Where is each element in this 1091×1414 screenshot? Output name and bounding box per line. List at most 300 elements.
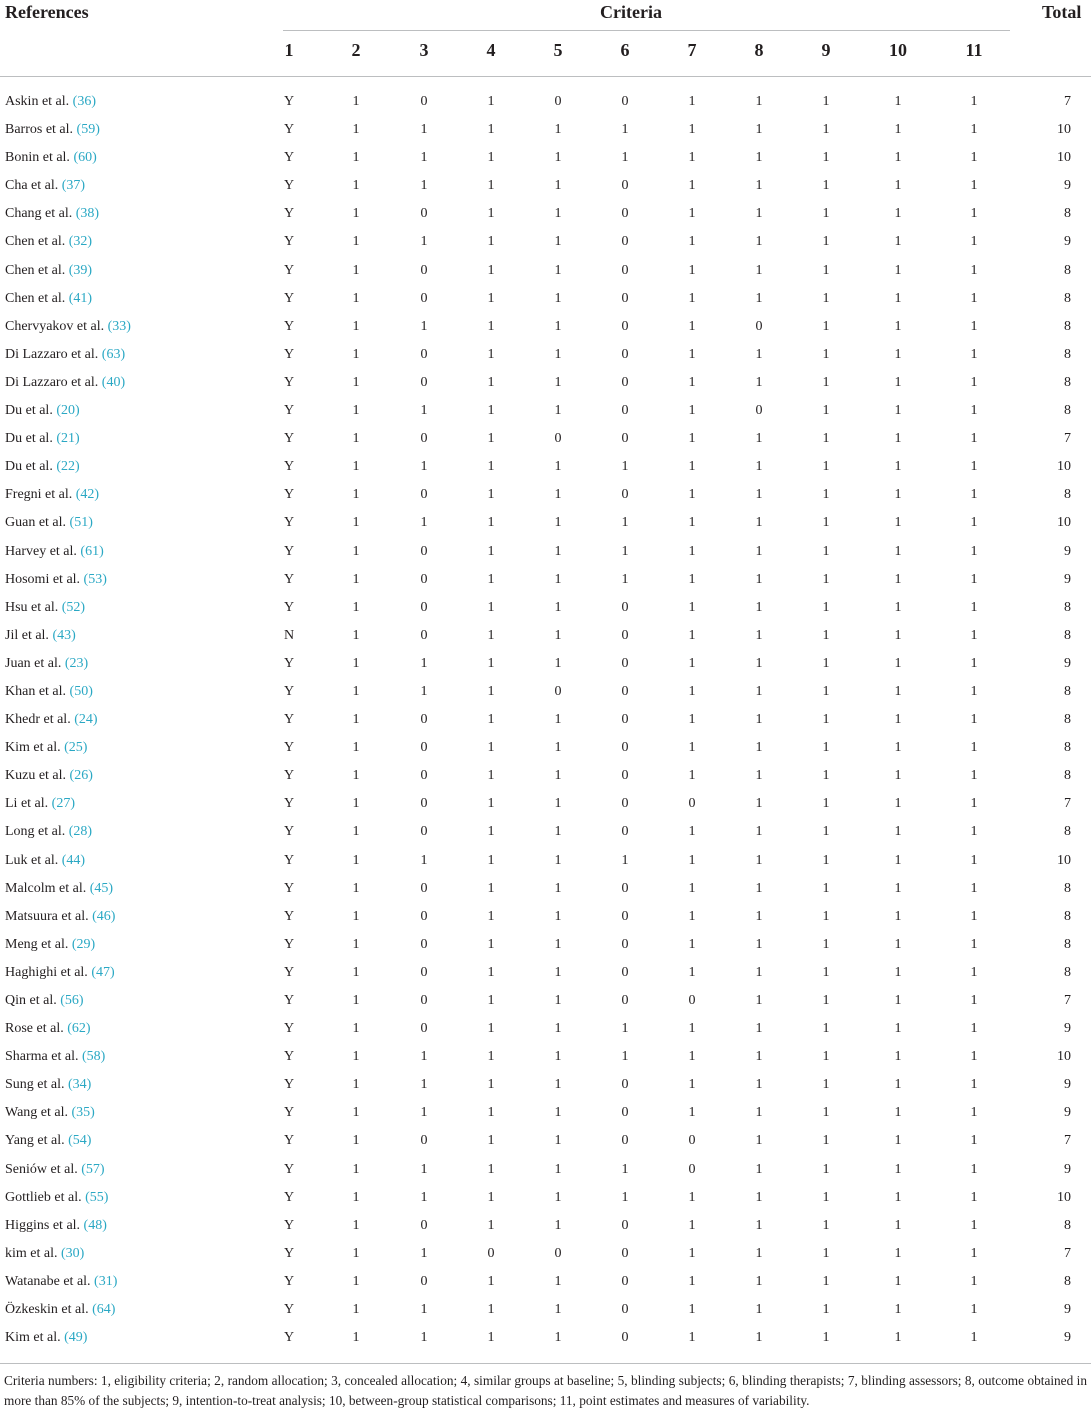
criterion-8-cell: 1 bbox=[755, 1021, 763, 1037]
table-row bbox=[0, 1156, 1091, 1184]
reference-cell bbox=[5, 931, 95, 959]
criterion-4-cell: 1 bbox=[487, 1302, 495, 1318]
reference-citation-link[interactable]: (34) bbox=[68, 1077, 92, 1093]
total-cell: 10 bbox=[1057, 150, 1071, 166]
criterion-9-cell: 1 bbox=[822, 880, 830, 896]
criterion-3-cell: 0 bbox=[420, 993, 428, 1008]
reference-citation-link[interactable]: (23) bbox=[64, 655, 89, 671]
reference-citation-link[interactable]: (48) bbox=[83, 1217, 107, 1233]
reference-author: Seniów et al. bbox=[5, 1161, 78, 1177]
criterion-9-cell: 1 bbox=[822, 824, 830, 840]
criterion-5-cell: 1 bbox=[554, 936, 562, 952]
reference-cell bbox=[5, 1043, 105, 1071]
reference-citation-link[interactable]: (27) bbox=[51, 796, 75, 812]
criterion-9-cell: 1 bbox=[822, 1021, 830, 1037]
criterion-6-cell: 0 bbox=[621, 290, 629, 306]
reference-citation-link[interactable]: (61) bbox=[80, 543, 104, 559]
criterion-11-cell: 1 bbox=[970, 1302, 978, 1318]
criterion-9-cell: 1 bbox=[822, 94, 830, 109]
column-header-references: References bbox=[5, 2, 89, 22]
total-cell: 8 bbox=[1064, 262, 1071, 278]
criterion-3-cell: 1 bbox=[420, 459, 428, 475]
total-cell: 8 bbox=[1064, 1217, 1071, 1233]
criterion-10-cell: 1 bbox=[894, 908, 902, 924]
criterion-8-cell: 1 bbox=[755, 1189, 763, 1205]
reference-citation-link[interactable]: (29) bbox=[71, 936, 96, 952]
criterion-2-cell: 1 bbox=[352, 1189, 360, 1205]
criterion-9-cell: 1 bbox=[822, 1217, 830, 1233]
criterion-6-cell: 0 bbox=[621, 880, 629, 896]
criterion-7-cell: 1 bbox=[688, 543, 696, 559]
criterion-1-cell: Y bbox=[283, 599, 295, 615]
criterion-8-cell: 1 bbox=[755, 1161, 763, 1177]
criteria-number-9: 9 bbox=[821, 40, 831, 60]
criterion-10-cell: 1 bbox=[894, 431, 902, 447]
reference-cell bbox=[5, 790, 75, 818]
criterion-1-cell: Y bbox=[283, 374, 295, 390]
criterion-6-cell: 0 bbox=[621, 655, 629, 671]
reference-author: Malcolm et al. bbox=[5, 880, 87, 896]
reference-cell bbox=[5, 397, 80, 425]
criterion-7-cell: 1 bbox=[688, 374, 696, 390]
criterion-8-cell: 1 bbox=[755, 655, 763, 671]
reference-citation-link[interactable]: (32) bbox=[68, 234, 93, 250]
criterion-2-cell: 1 bbox=[352, 908, 360, 924]
criterion-10-cell: 1 bbox=[894, 796, 902, 812]
criterion-7-cell: 1 bbox=[688, 122, 696, 138]
total-cell: 8 bbox=[1064, 712, 1071, 728]
table-footnote: Criteria numbers: 1, eligibility criteria; 2, random allocation; 3, concealed allocation; 4, similar groups at baseline; 5, blinding subjects; 6, blinding therapists; 7, blinding assessors; 8, outcome obtained in more than 85% of the subjects; 9, intention-to-treat analysis; 10, between-group statistical comparisons; 11, point estimates and measures of variability. bbox=[4, 1373, 1087, 1408]
criterion-1-cell: Y bbox=[283, 1189, 295, 1205]
criterion-3-cell: 1 bbox=[420, 1077, 428, 1093]
criterion-6-cell: 0 bbox=[621, 964, 629, 980]
reference-citation-link[interactable]: (50) bbox=[69, 683, 93, 699]
criterion-7-cell: 1 bbox=[688, 627, 696, 643]
criterion-2-cell: 1 bbox=[352, 964, 360, 980]
criterion-4-cell: 1 bbox=[487, 796, 495, 812]
reference-citation-link[interactable]: (54) bbox=[68, 1133, 92, 1149]
criterion-8-cell: 1 bbox=[755, 908, 763, 924]
total-cell: 9 bbox=[1064, 1021, 1071, 1037]
reference-author: Bonin et al. bbox=[5, 150, 70, 166]
reference-citation-link[interactable]: (60) bbox=[73, 150, 97, 166]
criterion-6-cell: 0 bbox=[621, 431, 629, 447]
total-cell: 9 bbox=[1064, 543, 1071, 559]
criterion-9-cell: 1 bbox=[822, 150, 830, 166]
reference-citation-link[interactable]: (24) bbox=[74, 712, 98, 728]
reference-citation-link[interactable]: (37) bbox=[61, 178, 86, 194]
criterion-10-cell: 1 bbox=[894, 318, 902, 334]
criterion-10-cell: 1 bbox=[894, 599, 902, 615]
criterion-6-cell: 0 bbox=[621, 740, 629, 756]
criterion-3-cell: 0 bbox=[420, 936, 428, 952]
criterion-11-cell: 1 bbox=[970, 880, 978, 896]
reference-author: Khan et al. bbox=[5, 683, 67, 699]
reference-citation-link[interactable]: (40) bbox=[101, 374, 126, 390]
criterion-6-cell: 1 bbox=[621, 1161, 629, 1177]
table-row bbox=[0, 116, 1091, 144]
criterion-4-cell: 1 bbox=[487, 1330, 495, 1346]
reference-citation-link[interactable]: (45) bbox=[89, 880, 114, 896]
criterion-9-cell: 1 bbox=[822, 908, 830, 924]
reference-author: Rose et al. bbox=[5, 1021, 64, 1037]
criterion-5-cell: 1 bbox=[554, 206, 562, 222]
table-row bbox=[0, 1268, 1091, 1296]
criterion-2-cell: 1 bbox=[352, 487, 360, 503]
criterion-8-cell: 1 bbox=[755, 459, 763, 475]
criterion-9-cell: 1 bbox=[822, 852, 830, 868]
reference-citation-link[interactable]: (22) bbox=[56, 459, 80, 475]
criterion-1-cell: Y bbox=[283, 1021, 295, 1037]
criterion-3-cell: 0 bbox=[420, 290, 428, 306]
criterion-4-cell: 1 bbox=[487, 599, 495, 615]
header-rule bbox=[0, 76, 1091, 77]
criterion-11-cell: 1 bbox=[970, 150, 978, 166]
criterion-2-cell: 1 bbox=[352, 627, 360, 643]
table-row bbox=[0, 594, 1091, 622]
criterion-9-cell: 1 bbox=[822, 346, 830, 362]
criterion-11-cell: 1 bbox=[970, 1189, 978, 1205]
criterion-7-cell: 1 bbox=[688, 1189, 696, 1205]
criterion-3-cell: 0 bbox=[420, 262, 428, 278]
criterion-11-cell: 1 bbox=[970, 740, 978, 756]
criterion-1-cell: Y bbox=[283, 1049, 295, 1065]
reference-author: Kuzu et al. bbox=[5, 768, 67, 784]
reference-author: Kim et al. bbox=[5, 740, 61, 756]
table-row bbox=[0, 481, 1091, 509]
criterion-5-cell: 1 bbox=[554, 993, 562, 1008]
criterion-11-cell: 1 bbox=[970, 796, 978, 812]
table-row bbox=[0, 706, 1091, 734]
criterion-7-cell: 1 bbox=[688, 94, 696, 109]
criterion-3-cell: 1 bbox=[420, 1105, 428, 1121]
criterion-3-cell: 0 bbox=[420, 431, 428, 447]
reference-author: Barros et al. bbox=[5, 122, 74, 138]
criterion-9-cell: 1 bbox=[822, 234, 830, 250]
reference-citation-link[interactable]: (56) bbox=[60, 993, 84, 1008]
reference-citation-link[interactable]: (46) bbox=[92, 908, 116, 924]
reference-citation-link[interactable]: (41) bbox=[68, 290, 93, 306]
criterion-5-cell: 1 bbox=[554, 796, 562, 812]
criterion-6-cell: 0 bbox=[621, 1217, 629, 1233]
reference-author: Luk et al. bbox=[5, 852, 59, 868]
reference-author: Jil et al. bbox=[5, 627, 49, 643]
criterion-7-cell: 1 bbox=[688, 403, 696, 419]
reference-citation-link[interactable]: (20) bbox=[56, 403, 80, 419]
reference-cell bbox=[5, 1240, 84, 1268]
total-cell: 9 bbox=[1064, 1330, 1071, 1346]
criterion-2-cell: 1 bbox=[352, 824, 360, 840]
criterion-1-cell: Y bbox=[283, 94, 295, 109]
criterion-9-cell: 1 bbox=[822, 318, 830, 334]
table-row bbox=[0, 369, 1091, 397]
criterion-9-cell: 1 bbox=[822, 431, 830, 447]
criterion-9-cell: 1 bbox=[822, 1189, 830, 1205]
criterion-11-cell: 1 bbox=[970, 627, 978, 643]
criterion-2-cell: 1 bbox=[352, 234, 360, 250]
criterion-11-cell: 1 bbox=[970, 515, 978, 531]
criterion-5-cell: 1 bbox=[554, 515, 562, 531]
criterion-10-cell: 1 bbox=[894, 1302, 902, 1318]
reference-cell bbox=[5, 313, 131, 341]
reference-cell bbox=[5, 875, 113, 903]
criterion-10-cell: 1 bbox=[894, 290, 902, 306]
criterion-7-cell: 0 bbox=[688, 1133, 696, 1149]
reference-author: Di Lazzaro et al. bbox=[5, 346, 99, 362]
reference-citation-link[interactable]: (44) bbox=[61, 852, 86, 868]
reference-citation-link[interactable]: (33) bbox=[107, 318, 131, 334]
reference-citation-link[interactable]: (42) bbox=[75, 487, 100, 503]
criterion-11-cell: 1 bbox=[970, 936, 978, 952]
criterion-6-cell: 0 bbox=[621, 712, 629, 728]
reference-author: Wang et al. bbox=[5, 1105, 69, 1121]
criterion-3-cell: 0 bbox=[420, 768, 428, 784]
criterion-7-cell: 1 bbox=[688, 740, 696, 756]
criterion-5-cell: 1 bbox=[554, 627, 562, 643]
table-row bbox=[0, 1324, 1091, 1352]
criterion-8-cell: 1 bbox=[755, 290, 763, 306]
criterion-3-cell: 1 bbox=[420, 1189, 428, 1205]
criterion-11-cell: 1 bbox=[970, 768, 978, 784]
criterion-1-cell: Y bbox=[283, 543, 295, 559]
total-cell: 10 bbox=[1057, 1049, 1071, 1065]
reference-citation-link[interactable]: (21) bbox=[56, 431, 80, 447]
criterion-6-cell: 0 bbox=[621, 1105, 629, 1121]
criterion-9-cell: 1 bbox=[822, 1302, 830, 1318]
reference-citation-link[interactable]: (51) bbox=[69, 515, 93, 531]
criterion-11-cell: 1 bbox=[970, 262, 978, 278]
table-row bbox=[0, 1015, 1091, 1043]
reference-author: Chervyakov et al. bbox=[5, 318, 105, 334]
total-cell: 9 bbox=[1064, 178, 1071, 194]
criterion-10-cell: 1 bbox=[894, 543, 902, 559]
criterion-1-cell: Y bbox=[283, 515, 295, 531]
criterion-2-cell: 1 bbox=[352, 431, 360, 447]
reference-citation-link[interactable]: (35) bbox=[71, 1105, 95, 1121]
criterion-8-cell: 1 bbox=[755, 880, 763, 896]
criterion-9-cell: 1 bbox=[822, 740, 830, 756]
criterion-2-cell: 1 bbox=[352, 290, 360, 306]
criterion-3-cell: 0 bbox=[420, 543, 428, 559]
criterion-10-cell: 1 bbox=[894, 655, 902, 671]
table-row bbox=[0, 1043, 1091, 1071]
reference-citation-link[interactable]: (28) bbox=[68, 824, 93, 840]
table-row bbox=[0, 790, 1091, 818]
reference-cell bbox=[5, 1296, 115, 1324]
criterion-5-cell: 1 bbox=[554, 374, 562, 390]
criteria-number-6: 6 bbox=[620, 40, 630, 60]
criterion-11-cell: 1 bbox=[970, 1077, 978, 1093]
criterion-2-cell: 1 bbox=[352, 1302, 360, 1318]
criterion-7-cell: 1 bbox=[688, 1245, 696, 1261]
criterion-2-cell: 1 bbox=[352, 852, 360, 868]
criterion-2-cell: 1 bbox=[352, 1161, 360, 1177]
criterion-5-cell: 1 bbox=[554, 346, 562, 362]
criterion-9-cell: 1 bbox=[822, 768, 830, 784]
criterion-5-cell: 1 bbox=[554, 1302, 562, 1318]
reference-cell bbox=[5, 285, 92, 313]
criterion-11-cell: 1 bbox=[970, 599, 978, 615]
criterion-8-cell: 1 bbox=[755, 768, 763, 784]
reference-citation-link[interactable]: (39) bbox=[68, 262, 93, 278]
criterion-10-cell: 1 bbox=[894, 1049, 902, 1065]
criterion-11-cell: 1 bbox=[970, 94, 978, 109]
criterion-4-cell: 1 bbox=[487, 403, 495, 419]
criterion-7-cell: 1 bbox=[688, 599, 696, 615]
reference-citation-link[interactable]: (25) bbox=[64, 740, 88, 756]
criterion-2-cell: 1 bbox=[352, 262, 360, 278]
criterion-1-cell: N bbox=[283, 627, 295, 643]
criterion-6-cell: 0 bbox=[621, 599, 629, 615]
reference-cell bbox=[5, 1324, 87, 1352]
criteria-subheader-rule bbox=[283, 30, 1010, 31]
criterion-5-cell: 1 bbox=[554, 1105, 562, 1121]
criterion-1-cell: Y bbox=[283, 1217, 295, 1233]
criterion-7-cell: 1 bbox=[688, 1273, 696, 1289]
criterion-2-cell: 1 bbox=[352, 318, 360, 334]
criterion-8-cell: 1 bbox=[755, 1049, 763, 1065]
criterion-1-cell: Y bbox=[283, 908, 295, 924]
criterion-8-cell: 1 bbox=[755, 346, 763, 362]
criteria-number-5: 5 bbox=[553, 40, 563, 60]
reference-author: Long et al. bbox=[5, 824, 66, 840]
reference-citation-link[interactable]: (57) bbox=[81, 1161, 105, 1177]
table-row bbox=[0, 341, 1091, 369]
criterion-10-cell: 1 bbox=[894, 880, 902, 896]
table-body bbox=[0, 88, 1091, 1352]
criterion-4-cell: 1 bbox=[487, 1077, 495, 1093]
criterion-1-cell: Y bbox=[283, 740, 295, 756]
criterion-5-cell: 1 bbox=[554, 964, 562, 980]
criterion-1-cell: Y bbox=[283, 993, 295, 1008]
total-cell: 7 bbox=[1064, 431, 1071, 447]
criterion-10-cell: 1 bbox=[894, 1330, 902, 1346]
table-row bbox=[0, 987, 1091, 1015]
reference-citation-link[interactable]: (30) bbox=[61, 1245, 85, 1261]
criterion-5-cell: 1 bbox=[554, 122, 562, 138]
reference-citation-link[interactable]: (52) bbox=[61, 599, 86, 615]
criterion-9-cell: 1 bbox=[822, 683, 830, 699]
total-cell: 7 bbox=[1064, 1133, 1071, 1149]
criterion-11-cell: 1 bbox=[970, 1245, 978, 1261]
reference-citation-link[interactable]: (58) bbox=[81, 1049, 106, 1065]
reference-author: Higgins et al. bbox=[5, 1217, 81, 1233]
reference-cell bbox=[5, 228, 92, 256]
criterion-2-cell: 1 bbox=[352, 515, 360, 531]
table-row bbox=[0, 1127, 1091, 1155]
total-cell: 7 bbox=[1064, 1245, 1071, 1261]
criterion-4-cell: 1 bbox=[487, 1189, 495, 1205]
criterion-5-cell: 1 bbox=[554, 318, 562, 334]
criterion-11-cell: 1 bbox=[970, 234, 978, 250]
criterion-8-cell: 1 bbox=[755, 1133, 763, 1149]
criterion-2-cell: 1 bbox=[352, 1330, 360, 1346]
criterion-6-cell: 0 bbox=[621, 627, 629, 643]
criterion-8-cell: 1 bbox=[755, 122, 763, 138]
criterion-9-cell: 1 bbox=[822, 993, 830, 1008]
criterion-3-cell: 0 bbox=[420, 1273, 428, 1289]
criterion-11-cell: 1 bbox=[970, 206, 978, 222]
criterion-3-cell: 1 bbox=[420, 234, 428, 250]
total-cell: 10 bbox=[1057, 122, 1071, 138]
criterion-11-cell: 1 bbox=[970, 178, 978, 194]
reference-citation-link[interactable]: (55) bbox=[85, 1189, 109, 1205]
criterion-5-cell: 1 bbox=[554, 1049, 562, 1065]
criterion-10-cell: 1 bbox=[894, 1217, 902, 1233]
criterion-3-cell: 1 bbox=[420, 515, 428, 531]
reference-cell bbox=[5, 706, 98, 734]
total-cell: 8 bbox=[1064, 627, 1071, 643]
criterion-5-cell: 1 bbox=[554, 403, 562, 419]
criterion-8-cell: 1 bbox=[755, 852, 763, 868]
criterion-9-cell: 1 bbox=[822, 599, 830, 615]
total-cell: 9 bbox=[1064, 1077, 1071, 1093]
reference-citation-link[interactable]: (64) bbox=[92, 1302, 116, 1318]
reference-citation-link[interactable]: (26) bbox=[69, 768, 93, 784]
criterion-11-cell: 1 bbox=[970, 824, 978, 840]
criterion-5-cell: 1 bbox=[554, 852, 562, 868]
criterion-5-cell: 1 bbox=[554, 1077, 562, 1093]
reference-cell bbox=[5, 762, 93, 790]
criterion-10-cell: 1 bbox=[894, 1245, 902, 1261]
criterion-2-cell: 1 bbox=[352, 150, 360, 166]
reference-author: Khedr et al. bbox=[5, 712, 71, 728]
criterion-6-cell: 0 bbox=[621, 683, 629, 699]
criterion-1-cell: Y bbox=[283, 234, 295, 250]
criterion-9-cell: 1 bbox=[822, 459, 830, 475]
reference-citation-link[interactable]: (49) bbox=[64, 1330, 88, 1346]
criterion-8-cell: 1 bbox=[755, 178, 763, 194]
criterion-4-cell: 1 bbox=[487, 515, 495, 531]
total-cell: 9 bbox=[1064, 571, 1071, 587]
criterion-3-cell: 1 bbox=[420, 150, 428, 166]
criterion-7-cell: 1 bbox=[688, 1217, 696, 1233]
criterion-4-cell: 1 bbox=[487, 290, 495, 306]
reference-citation-link[interactable]: (59) bbox=[76, 122, 100, 138]
reference-citation-link[interactable]: (53) bbox=[83, 571, 107, 587]
criterion-8-cell: 1 bbox=[755, 1273, 763, 1289]
criterion-11-cell: 1 bbox=[970, 993, 978, 1008]
reference-citation-link[interactable]: (43) bbox=[52, 627, 76, 643]
reference-citation-link[interactable]: (38) bbox=[75, 206, 100, 222]
reference-cell bbox=[5, 172, 85, 200]
criterion-1-cell: Y bbox=[283, 1077, 295, 1093]
criterion-9-cell: 1 bbox=[822, 1273, 830, 1289]
criterion-3-cell: 0 bbox=[420, 740, 428, 756]
reference-author: kim et al. bbox=[5, 1245, 58, 1261]
reference-citation-link[interactable]: (31) bbox=[94, 1273, 118, 1289]
criterion-6-cell: 0 bbox=[621, 1273, 629, 1289]
criterion-10-cell: 1 bbox=[894, 178, 902, 194]
reference-citation-link[interactable]: (36) bbox=[72, 94, 96, 109]
reference-author: Askin et al. bbox=[5, 94, 70, 109]
criterion-9-cell: 1 bbox=[822, 290, 830, 306]
criterion-9-cell: 1 bbox=[822, 178, 830, 194]
reference-citation-link[interactable]: (63) bbox=[101, 346, 126, 362]
reference-author: Chen et al. bbox=[5, 290, 66, 306]
total-cell: 10 bbox=[1057, 459, 1071, 475]
reference-citation-link[interactable]: (47) bbox=[91, 964, 115, 980]
criterion-2-cell: 1 bbox=[352, 543, 360, 559]
criterion-1-cell: Y bbox=[283, 150, 295, 166]
criterion-4-cell: 1 bbox=[487, 936, 495, 952]
criterion-3-cell: 1 bbox=[420, 655, 428, 671]
reference-citation-link[interactable]: (62) bbox=[67, 1021, 91, 1037]
total-cell: 8 bbox=[1064, 318, 1071, 334]
criterion-11-cell: 1 bbox=[970, 908, 978, 924]
reference-cell bbox=[5, 1099, 95, 1127]
criterion-7-cell: 1 bbox=[688, 346, 696, 362]
